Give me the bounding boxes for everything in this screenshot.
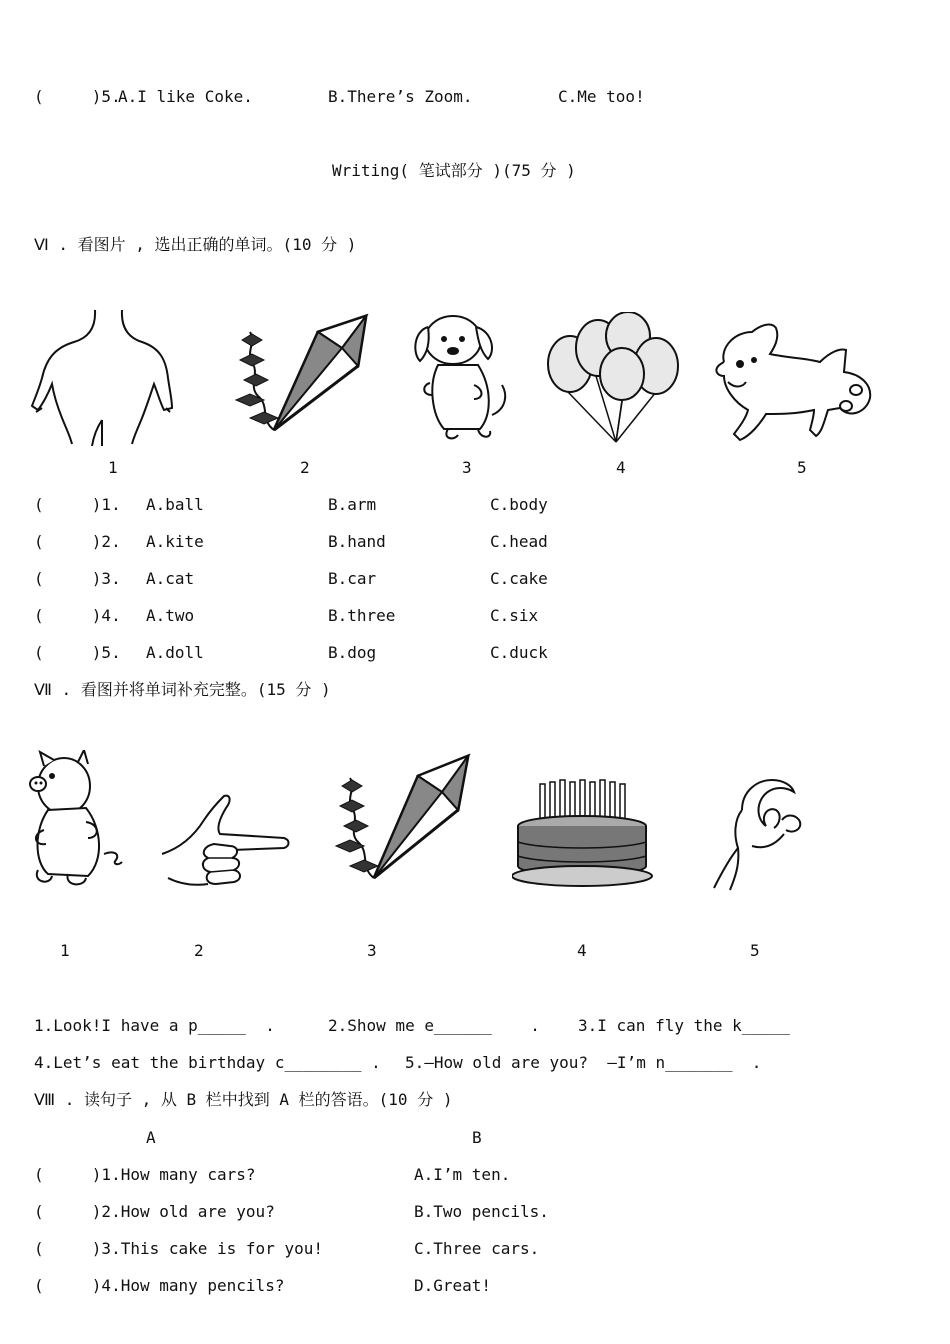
section8-title: Ⅷ . 读句子 , 从 B 栏中找到 A 栏的答语。(10 分 ) <box>34 1090 453 1109</box>
section6-q5-option-c: C.duck <box>490 643 548 662</box>
section8-row-3-question: ( )3.This cake is for you! <box>34 1239 323 1258</box>
section6-q1-number: ( )1. <box>34 495 121 514</box>
section7-picture-number-5: 5 <box>750 941 760 960</box>
section7-sentence-1: 1.Look!I have a p_____ . <box>34 1016 275 1035</box>
section8-column-b-header: B <box>472 1128 482 1147</box>
hand-two-icon <box>160 792 290 892</box>
section6-q1-option-b: B.arm <box>328 495 377 514</box>
section6-q4-option-b: B.three <box>328 606 396 625</box>
dog-running-icon <box>710 318 878 446</box>
section8-row-1-question: ( )1.How many cars? <box>34 1165 256 1184</box>
section7-sentence-5: 5.—How old are you? —I’m n_______ . <box>405 1053 762 1072</box>
hand-six-icon <box>712 776 807 891</box>
section8-row-3-answer: C.Three cars. <box>414 1239 540 1258</box>
section6-q2-option-b: B.hand <box>328 532 386 551</box>
section6-q2-number: ( )2. <box>34 532 121 551</box>
listening-q5-option-c: C.Me too! <box>558 87 645 106</box>
section8-row-1-answer: A.I’m ten. <box>414 1165 511 1184</box>
section7-picture-number-4: 4 <box>577 941 587 960</box>
kite-icon <box>230 310 375 442</box>
section8-row-2-answer: B.Two pencils. <box>414 1202 549 1221</box>
section7-sentence-2: 2.Show me e______ . <box>328 1016 540 1035</box>
section6-q3-option-c: C.cake <box>490 569 548 588</box>
kite-icon <box>328 752 473 890</box>
section6-q5-option-b: B.dog <box>328 643 377 662</box>
section6-picture-number-3: 3 <box>462 458 472 477</box>
body-icon <box>30 308 175 446</box>
section8-row-4-answer: D.Great! <box>414 1276 492 1295</box>
section8-row-4-question: ( )4.How many pencils? <box>34 1276 285 1295</box>
balloons-icon <box>546 312 681 444</box>
section6-q4-option-a: A.two <box>146 606 195 625</box>
section6-q2-option-c: C.head <box>490 532 548 551</box>
section6-picture-number-5: 5 <box>797 458 807 477</box>
section6-q4-number: ( )4. <box>34 606 121 625</box>
section6-q5-option-a: A.doll <box>146 643 204 662</box>
section6-q3-number: ( )3. <box>34 569 121 588</box>
section6-q1-option-a: A.ball <box>146 495 204 514</box>
section7-picture-number-3: 3 <box>367 941 377 960</box>
section8-row-2-question: ( )2.How old are you? <box>34 1202 275 1221</box>
section7-sentence-3: 3.I can fly the k_____ <box>578 1016 790 1035</box>
section6-q2-option-a: A.kite <box>146 532 204 551</box>
pig-icon <box>28 750 128 892</box>
section6-picture-number-2: 2 <box>300 458 310 477</box>
dog-icon <box>408 305 518 445</box>
section7-sentence-4: 4.Let’s eat the birthday c________ . <box>34 1053 381 1072</box>
section7-picture-number-1: 1 <box>60 941 70 960</box>
birthday-cake-icon <box>512 776 657 890</box>
listening-q5-number: ( )5. <box>34 87 121 106</box>
section6-title: Ⅵ . 看图片 , 选出正确的单词。(10 分 ) <box>34 235 357 254</box>
section6-q1-option-c: C.body <box>490 495 548 514</box>
section6-picture-number-4: 4 <box>616 458 626 477</box>
section6-q3-option-a: A.cat <box>146 569 195 588</box>
section6-q3-option-b: B.car <box>328 569 377 588</box>
section7-picture-number-2: 2 <box>194 941 204 960</box>
listening-q5-option-b: B.There’s Zoom. <box>328 87 473 106</box>
section6-picture-number-1: 1 <box>108 458 118 477</box>
section6-q4-option-c: C.six <box>490 606 539 625</box>
section8-column-a-header: A <box>146 1128 156 1147</box>
section6-q5-number: ( )5. <box>34 643 121 662</box>
section7-title: Ⅶ . 看图并将单词补充完整。(15 分 ) <box>34 680 331 699</box>
listening-q5-option-a: A.I like Coke. <box>118 87 253 106</box>
writing-title: Writing( 笔试部分 )(75 分 ) <box>332 161 576 180</box>
